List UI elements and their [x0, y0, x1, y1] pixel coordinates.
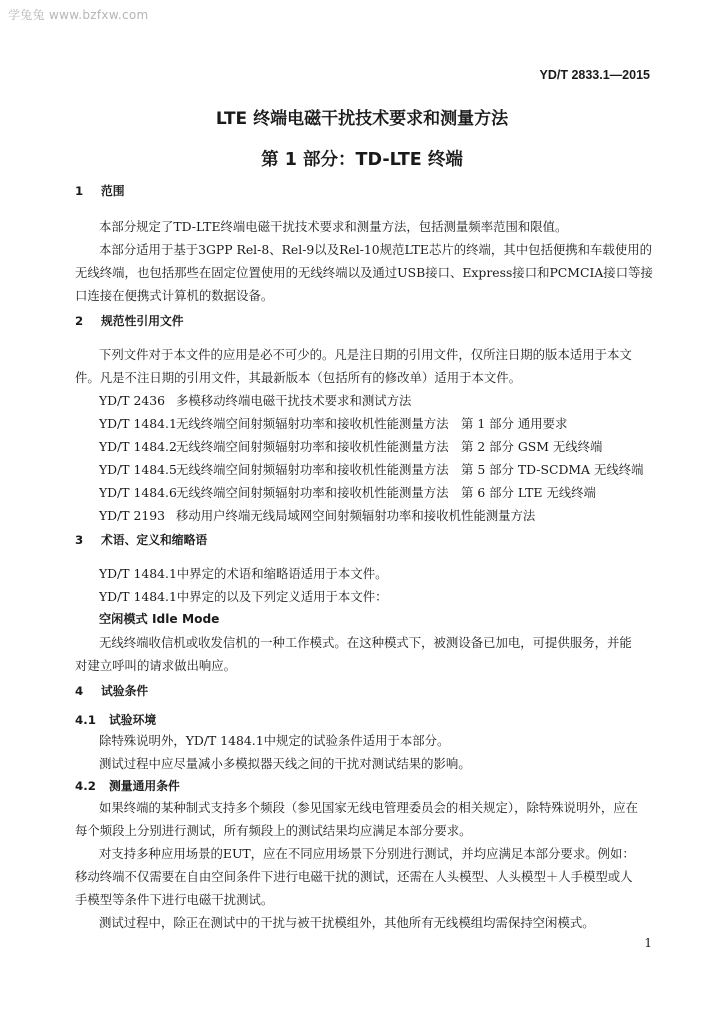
document-number: YD/T 2833.1—2015	[539, 68, 650, 82]
section-number: 4	[75, 684, 84, 698]
paragraph-line: 对支持多种应用场景的EUT，应在不同应用场景下分别进行测试，并均应满足本部分要求。例如：	[99, 846, 635, 861]
document-subtitle: 第 1 部分：TD-LTE 终端	[261, 150, 463, 170]
subsection-number: 4.1	[75, 713, 96, 727]
subsection-4-2-heading	[75, 778, 180, 794]
paragraph-line: 下列文件对于本文件的应用是必不可少的。凡是注日期的引用文件，仅所注日期的版本适用于本文	[99, 347, 632, 362]
section-2-heading	[75, 313, 184, 329]
reference-code: YD/T 1484.6	[99, 485, 177, 500]
paragraph-line: YD/T 1484.1中界定的术语和缩略语适用于本文件。	[99, 566, 388, 581]
paragraph-line: 口连接在便携式计算机的数据设备。	[75, 288, 274, 303]
paragraph-line: 本部分适用于基于3GPP Rel-8、Rel-9以及Rel-10规范LTE芯片的终端，其中包括便携和车载使用的	[99, 242, 652, 257]
term-entry: 空闲模式 Idle Mode	[99, 612, 220, 626]
section-title: 术语、定义和缩略语	[101, 533, 208, 547]
subsection-title: 试验环境	[109, 713, 157, 727]
reference-code: YD/T 1484.5	[99, 462, 177, 477]
subsection-4-1-heading	[75, 712, 156, 728]
subsection-title: 测量通用条件	[109, 779, 180, 793]
section-1-heading	[75, 183, 125, 199]
reference-code: YD/T 2193	[99, 508, 166, 523]
paragraph-line: 测试过程中，除正在测试中的干扰与被干扰模组外，其他所有无线模组均需保持空闲模式。	[99, 915, 595, 930]
section-4-heading	[75, 683, 148, 699]
reference-title: 多模移动终端电磁干扰技术要求和测试方法	[176, 393, 412, 408]
reference-title: 无线终端空间射频辐射功率和接收机性能测量方法 第 1 部分 通用要求	[176, 416, 568, 431]
paragraph-line: 除特殊说明外，YD/T 1484.1中规定的试验条件适用于本部分。	[99, 733, 450, 748]
section-title: 范围	[101, 184, 125, 198]
paragraph-line: 本部分规定了TD-LTE终端电磁干扰技术要求和测量方法，包括测量频率范围和限值。	[99, 219, 568, 234]
section-number: 1	[75, 184, 84, 198]
paragraph-line: 无线终端，也包括那些在固定位置使用的无线终端以及通过USB接口、Express接口和PCMCIA接口等接	[75, 265, 653, 280]
document-title: LTE 终端电磁干扰技术要求和测量方法	[215, 109, 509, 129]
reference-item	[99, 462, 644, 478]
section-3-heading	[75, 532, 207, 548]
reference-item	[99, 485, 596, 501]
paragraph-line: 测试过程中应尽量减小多模拟器天线之间的干扰对测试结果的影响。	[99, 756, 471, 771]
paragraph-line: 每个频段上分别进行测试，所有频段上的测试结果均应满足本部分要求。	[75, 823, 472, 838]
reference-code: YD/T 1484.2	[99, 439, 177, 454]
definition-line: 无线终端收信机或收发信机的一种工作模式。在这种模式下，被测设备已加电，可提供服务，并能	[99, 635, 632, 650]
section-title: 试验条件	[101, 684, 149, 698]
definition-line: 对建立呼叫的请求做出响应。	[75, 658, 237, 673]
reference-title: 无线终端空间射频辐射功率和接收机性能测量方法 第 2 部分 GSM 无线终端	[176, 439, 603, 454]
paragraph-line: 件。凡是不注日期的引用文件，其最新版本（包括所有的修改单）适用于本文件。	[75, 370, 522, 385]
reference-item	[99, 439, 602, 455]
page-number: 1	[644, 936, 652, 950]
reference-item	[99, 416, 567, 432]
paragraph-line: 手模型等条件下进行电磁干扰测试。	[75, 892, 274, 907]
watermark: 学兔兔 www.bzfxw.com	[8, 8, 149, 22]
paragraph-line: 移动终端不仅需要在自由空间条件下进行电磁干扰的测试，还需在人头模型、人头模型＋人手模型或人	[75, 869, 633, 884]
paragraph-line: 如果终端的某种制式支持多个频段（参见国家无线电管理委员会的相关规定），除特殊说明外，应在	[99, 800, 638, 815]
paragraph-line: YD/T 1484.1中界定的以及下列定义适用于本文件：	[99, 589, 388, 604]
reference-title: 无线终端空间射频辐射功率和接收机性能测量方法 第 5 部分 TD-SCDMA 无线终端	[176, 462, 644, 477]
subsection-number: 4.2	[75, 779, 96, 793]
reference-title: 无线终端空间射频辐射功率和接收机性能测量方法 第 6 部分 LTE 无线终端	[176, 485, 596, 500]
reference-code: YD/T 1484.1	[99, 416, 177, 431]
section-number: 3	[75, 533, 84, 547]
reference-item	[99, 508, 535, 524]
reference-title: 移动用户终端无线局域网空间射频辐射功率和接收机性能测量方法	[176, 508, 536, 523]
reference-code: YD/T 2436	[99, 393, 166, 408]
section-number: 2	[75, 314, 84, 328]
section-title: 规范性引用文件	[101, 314, 184, 328]
reference-item	[99, 393, 411, 409]
